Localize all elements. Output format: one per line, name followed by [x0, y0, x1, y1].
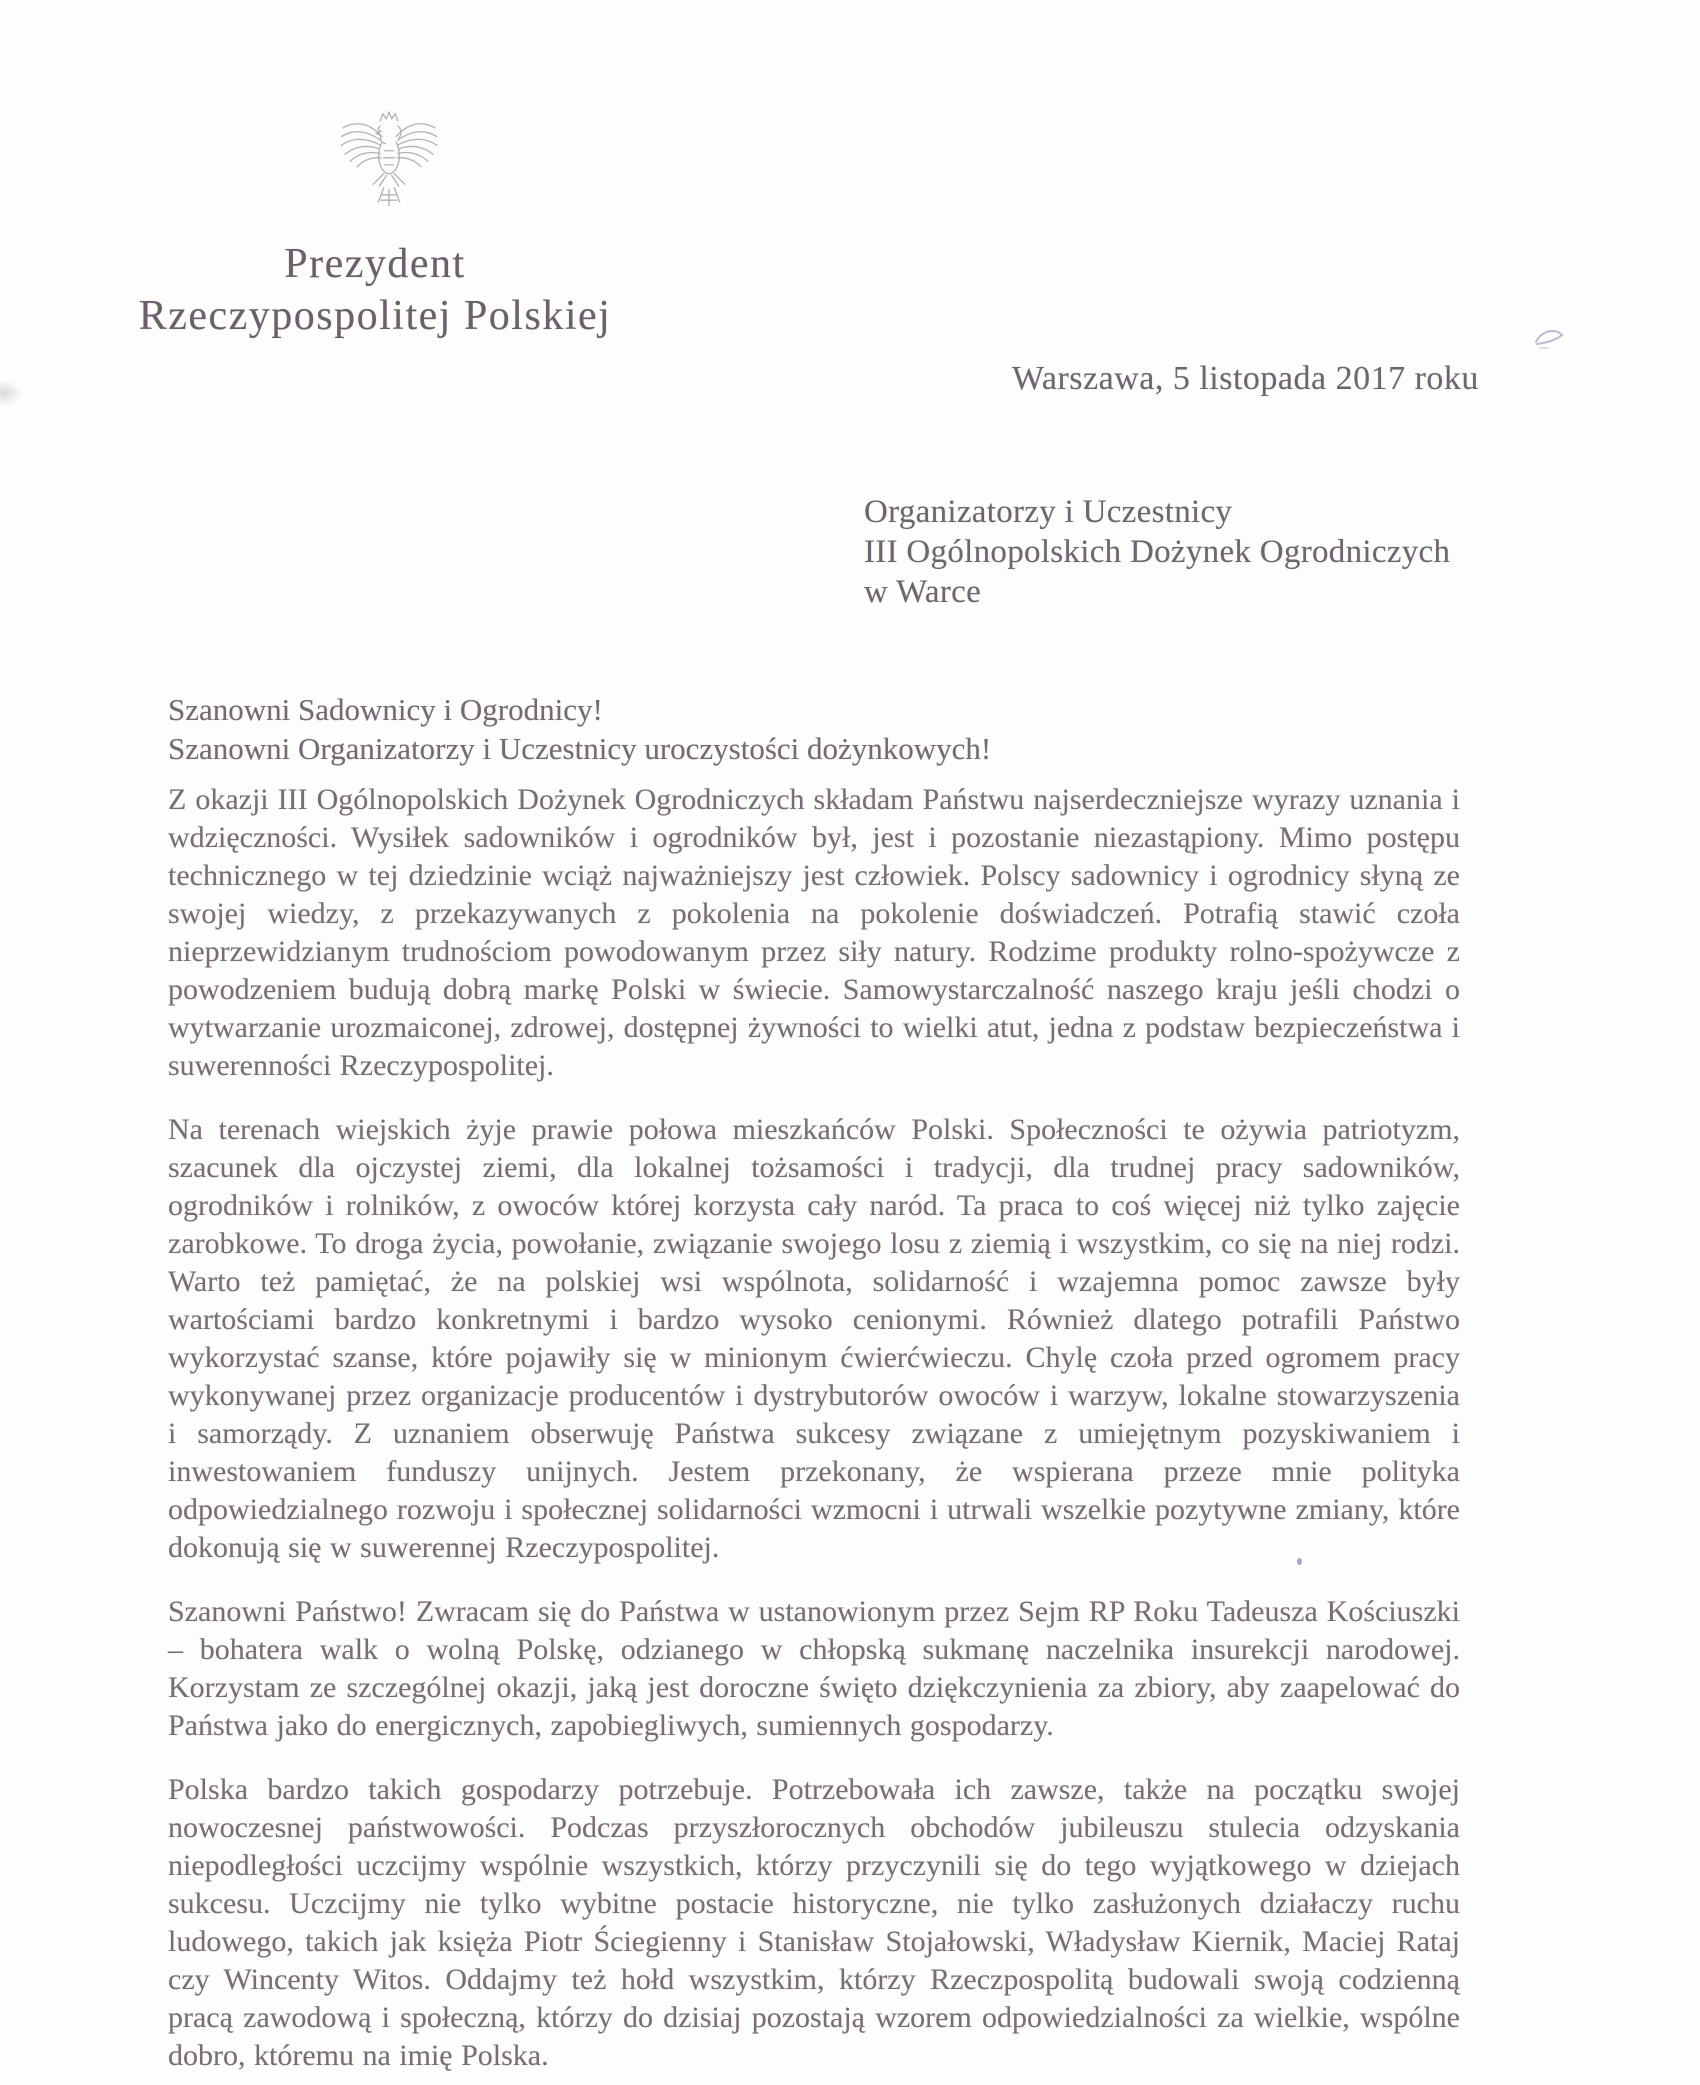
- date-line: Warszawa, 5 listopada 2017 roku: [1012, 360, 1479, 397]
- letterhead-title-line1: Prezydent: [284, 241, 466, 287]
- pen-annotation-mark: [1532, 326, 1566, 352]
- letterhead-title: [75, 238, 675, 342]
- body-paragraph: Na terenach wiejskich żyje prawie połowa mieszkańców Polski. Społeczności te ożywia patriotyzm, szacunek dla ojczystej ziemi, dla lokalnej tożsamości i tradycji, dla trudnej pracy sadowników, ogrodników i rolników, z owoców której korzysta cały naród. Ta praca to coś więcej niż tylko zajęcie zarobkowe. To droga życia, powołanie, związanie swojego losu z ziemią i wszystkim, co się na niej rodzi. Warto też pamiętać, że na polskiej wsi wspólnota, solidarność i wzajemna pomoc zawsze były wartościami bardzo konkretnymi i bardzo wysoko cenionymi. Również dlatego potrafili Państwo wykorzystać szanse, które pojawiły się w minionym ćwierćwieczu. Chylę czoła przed ogromem pracy wykonywanej przez organizacje producentów i dystrybutorów owoców i warzyw, lokalne stowarzyszenia i samorządy. Z uznaniem obserwuję Państwa sukcesy związane z umiejętnym pozyskiwaniem i inwestowaniem funduszy unijnych. Jestem przekonany, że wspierana przeze mnie polityka odpowiedzialnego rozwoju i społecznej solidarności wzmocni i utrwali wszelkie pozytywne zmiany, które dokonują się w suwerennej Rzeczypospolitej.: [168, 1113, 1460, 1564]
- scan-smudge-artifact: [0, 380, 22, 406]
- letter-body: [168, 690, 1460, 2085]
- salutation-line: Szanowni Sadownicy i Ogrodnicy!: [168, 692, 603, 727]
- body-paragraph: Polska bardzo takich gospodarzy potrzebuje. Potrzebowała ich zawsze, także na początku swojej nowoczesnej państwowości. Podczas przyszłorocznych obchodów jubileuszu stulecia odzyskania niepodległości uczcijmy wspólnie wszystkich, którzy przyczynili się do tego wyjątkowego w dziejach sukcesu. Uczcijmy nie tylko wybitne postacie historyczne, nie tylko zasłużonych działaczy ruchu ludowego, takich jak księża Piotr Ściegienny i Stanisław Stojałowski, Władysław Kiernik, Maciej Rataj czy Wincenty Witos. Oddajmy też hołd wszystkim, którzy Rzeczpospolitą budowali swoją codzienną pracą zawodową i społeczną, którzy do dzisiaj pozostają wzorem odpowiedzialności za wielkie, wspólne dobro, któremu na imię Polska.: [168, 1773, 1460, 2072]
- recipient-block: [864, 492, 1450, 612]
- recipient-line: Organizatorzy i Uczestnicy: [864, 494, 1233, 530]
- polish-eagle-emblem-icon: [336, 102, 442, 226]
- recipient-line: III Ogólnopolskich Dożynek Ogrodniczych: [864, 534, 1451, 570]
- body-paragraph: Z okazji III Ogólnopolskich Dożynek Ogrodniczych składam Państwu najserdeczniejsze wyrazy uznania i wdzięczności. Wysiłek sadowników i ogrodników był, jest i pozostanie niezastąpiony. Mimo postępu technicznego w tej dziedzinie wciąż najważniejszy jest człowiek. Polscy sadownicy i ogrodnicy słyną ze swojej wiedzy, z przekazywanych z pokolenia na pokolenie doświadczeń. Potrafią stawić czoła nieprzewidzianym trudnościom powodowanym przez siły natury. Rodzime produkty rolno-spożywcze z powodzeniem budują dobrą markę Polski w świecie. Samowystarczalność naszego kraju jeśli chodzi o wytwarzanie urozmaiconej, zdrowej, dostępnej żywności to wielki atut, jedna z podstaw bezpieczeństwa i suwerenności Rzeczypospolitej.: [168, 783, 1460, 1082]
- body-paragraph: Szanowni Państwo! Zwracam się do Państwa w ustanowionym przez Sejm RP Roku Tadeusza Kościuszki – bohatera walk o wolną Polskę, odzianego w chłopską sukmanę naczelnika insurekcji narodowej. Korzystam ze szczególnej okazji, jaką jest doroczne święto dziękczynienia za zbiory, aby zaapelować do Państwa jako do energicznych, zapobiegliwych, sumiennych gospodarzy.: [168, 1595, 1460, 1742]
- letterhead-title-line2: Rzeczypospolitej Polskiej: [138, 293, 612, 339]
- recipient-line: w Warce: [864, 574, 982, 610]
- salutation-line: Szanowni Organizatorzy i Uczestnicy uroczystości dożynkowych!: [168, 731, 992, 766]
- salutation-block: [168, 690, 1460, 768]
